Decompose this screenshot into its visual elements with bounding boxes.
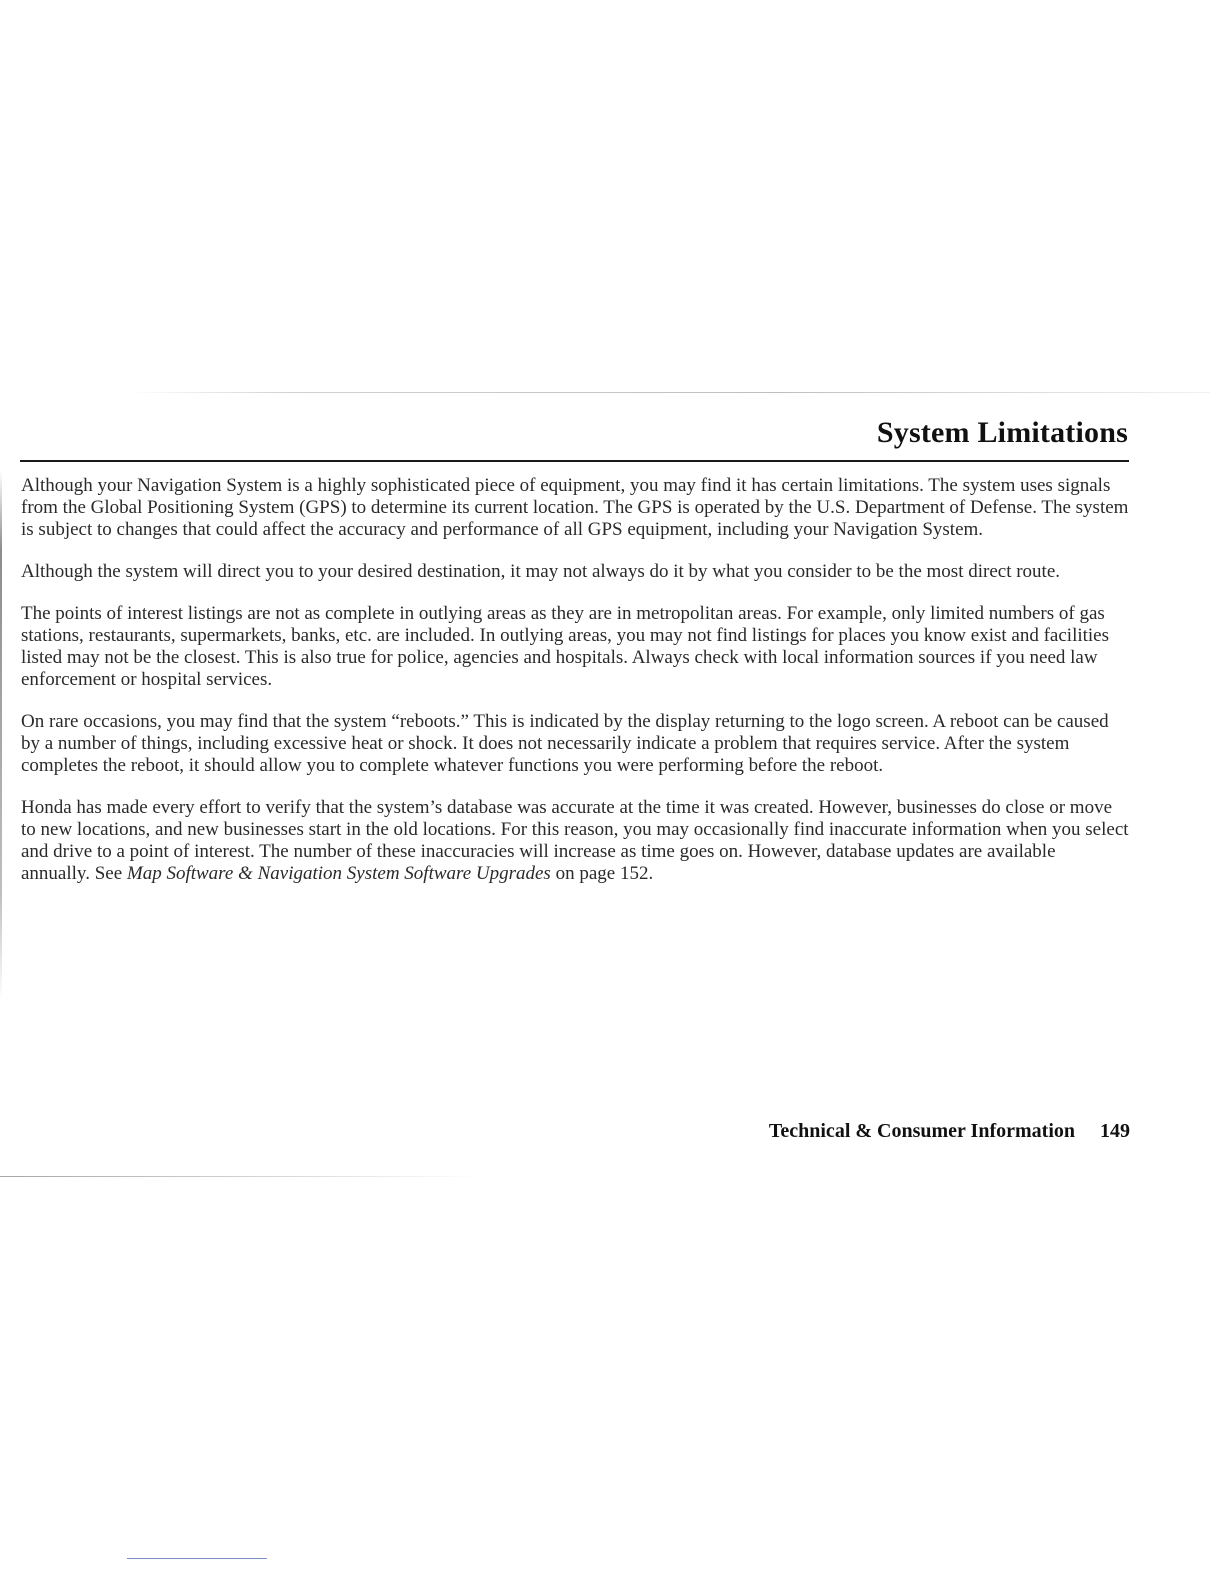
scan-edge-bottom: [0, 1176, 480, 1177]
page-number: 149: [1100, 1120, 1130, 1142]
paragraph-reboots: On rare occasions, you may find that the system “reboots.” This is indicated by the display returning to the logo screen. A reboot can be caused by a number of things, including excessive heat or shock. It does not necessarily indicate a problem that requires service. After the system completes the reboot, it should allow you to complete whatever functions you were performing before the reboot.: [21, 711, 1109, 776]
body-text: [21, 475, 1129, 905]
paragraph-route: Although the system will direct you to your desired destination, it may not always do it by what you consider to be the most direct route.: [21, 561, 1061, 582]
scan-edge-top: [130, 392, 1210, 393]
page-footer: [769, 1120, 1130, 1143]
scan-artifact-line: [127, 1558, 267, 1559]
database-text-end: on page 152.: [550, 863, 654, 884]
page-title: System Limitations: [876, 416, 1128, 449]
title-rule: [20, 460, 1129, 462]
footer-section-name: Technical & Consumer Information: [768, 1120, 1075, 1142]
scan-edge-left: [0, 470, 2, 1000]
database-text-start: Honda has made every effort to verify that the system’s database was accurate at the time it was created. However, businesses do close or move to new locations, and new businesses start in the old locations. For this reason, you may occasionally find inaccurate information when you select and drive to a point of interest. The number of these inaccuracies will increase as time goes on. However, database updates are available annually. See: [21, 797, 1129, 884]
upgrades-reference[interactable]: Map Software & Navigation System Software Upgrades: [126, 863, 551, 884]
paragraph-gps: Although your Navigation System is a highly sophisticated piece of equipment, you may find it has certain limitations. The system uses signals from the Global Positioning System (GPS) to determine its current location. The GPS is operated by the U.S. Department of Defense. The system is subject to changes that could affect the accuracy and performance of all GPS equipment, including your Navigation System.: [21, 475, 1129, 540]
paragraph-database: [21, 797, 1129, 885]
paragraph-poi-listings: The points of interest listings are not as complete in outlying areas as they are in metropolitan areas. For example, only limited numbers of gas stations, restaurants, supermarkets, banks, etc. are included. In outlying areas, you may not find listings for places you know exist and facilities listed may not be the closest. This is also true for police, agencies and hospitals. Always check with local information sources if you need law enforcement or hospital services.: [21, 603, 1110, 690]
